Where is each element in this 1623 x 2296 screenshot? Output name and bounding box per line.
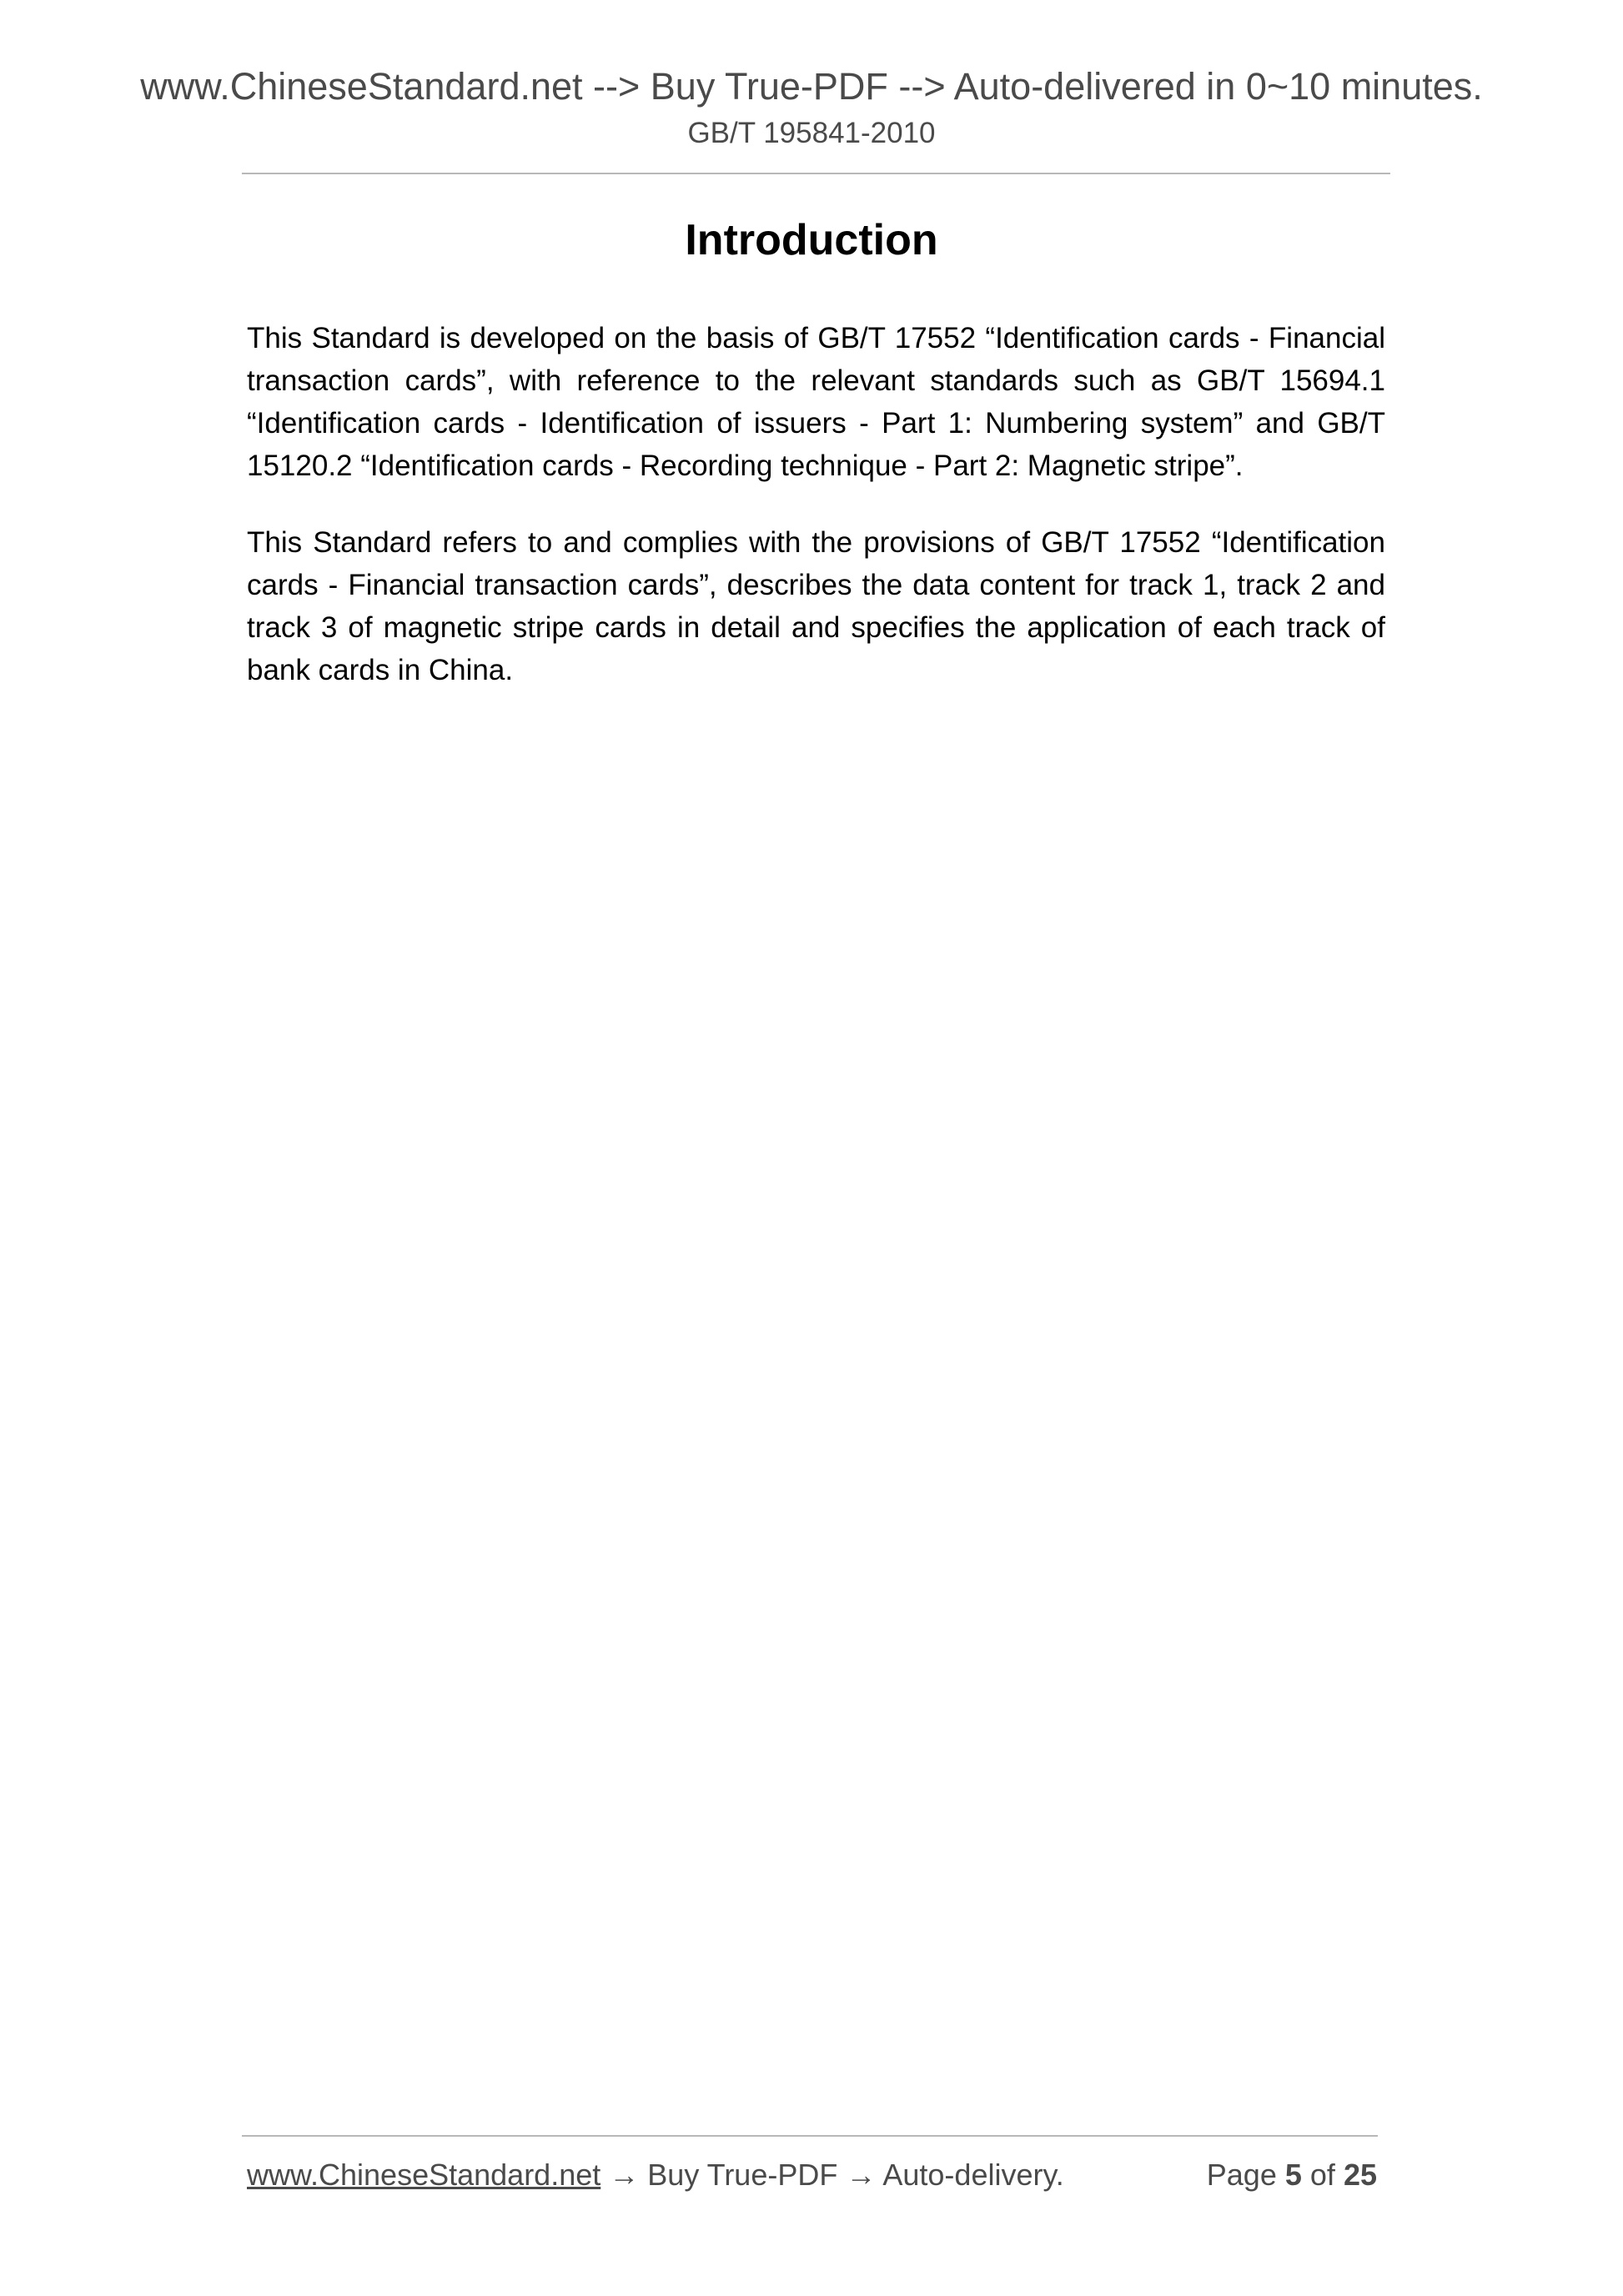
intro-paragraph-2: This Standard refers to and complies with the provisions of GB/T 17552 “Identification cards - Financial transaction cards”, describes the data content for track 1, track 2 and track 3 of magnetic stripe cards in detail and specifies the application of each track of bank cards in China. (247, 526, 1385, 686)
page-total: 25 (1343, 2158, 1377, 2192)
page-current: 5 (1284, 2158, 1302, 2192)
intro-paragraph-1: This Standard is developed on the basis of GB/T 17552 “Identification cards - Financial transaction cards”, with reference to the relevant standards such as GB/T 15694.1 “Identification cards - Identification of issuers - Part 1: Numbering system” and GB/T 15120.2 “Identification cards - Recording technique - Part 2: Magnetic stripe”. (247, 322, 1385, 482)
header-divider (242, 173, 1390, 174)
footer-divider (242, 2135, 1378, 2137)
footer-buy-text: Buy True-PDF (647, 2158, 838, 2192)
page-title: Introduction (685, 216, 938, 264)
document-code: GB/T 195841-2010 (687, 117, 936, 149)
arrow-right-icon: → (609, 2158, 640, 2192)
page-number (1207, 2158, 1377, 2193)
page-label: Page (1206, 2158, 1277, 2192)
footer-promo (247, 2158, 1064, 2193)
page-of-label: of (1309, 2158, 1335, 2192)
footer-delivery-text: Auto-delivery. (882, 2158, 1064, 2192)
top-banner[interactable]: www.ChineseStandard.net --> Buy True-PDF --> Auto-delivered in 0~10 minutes. (140, 65, 1483, 108)
arrow-right-icon: → (846, 2158, 877, 2192)
footer-website-link[interactable]: www.ChineseStandard.net (247, 2158, 601, 2192)
